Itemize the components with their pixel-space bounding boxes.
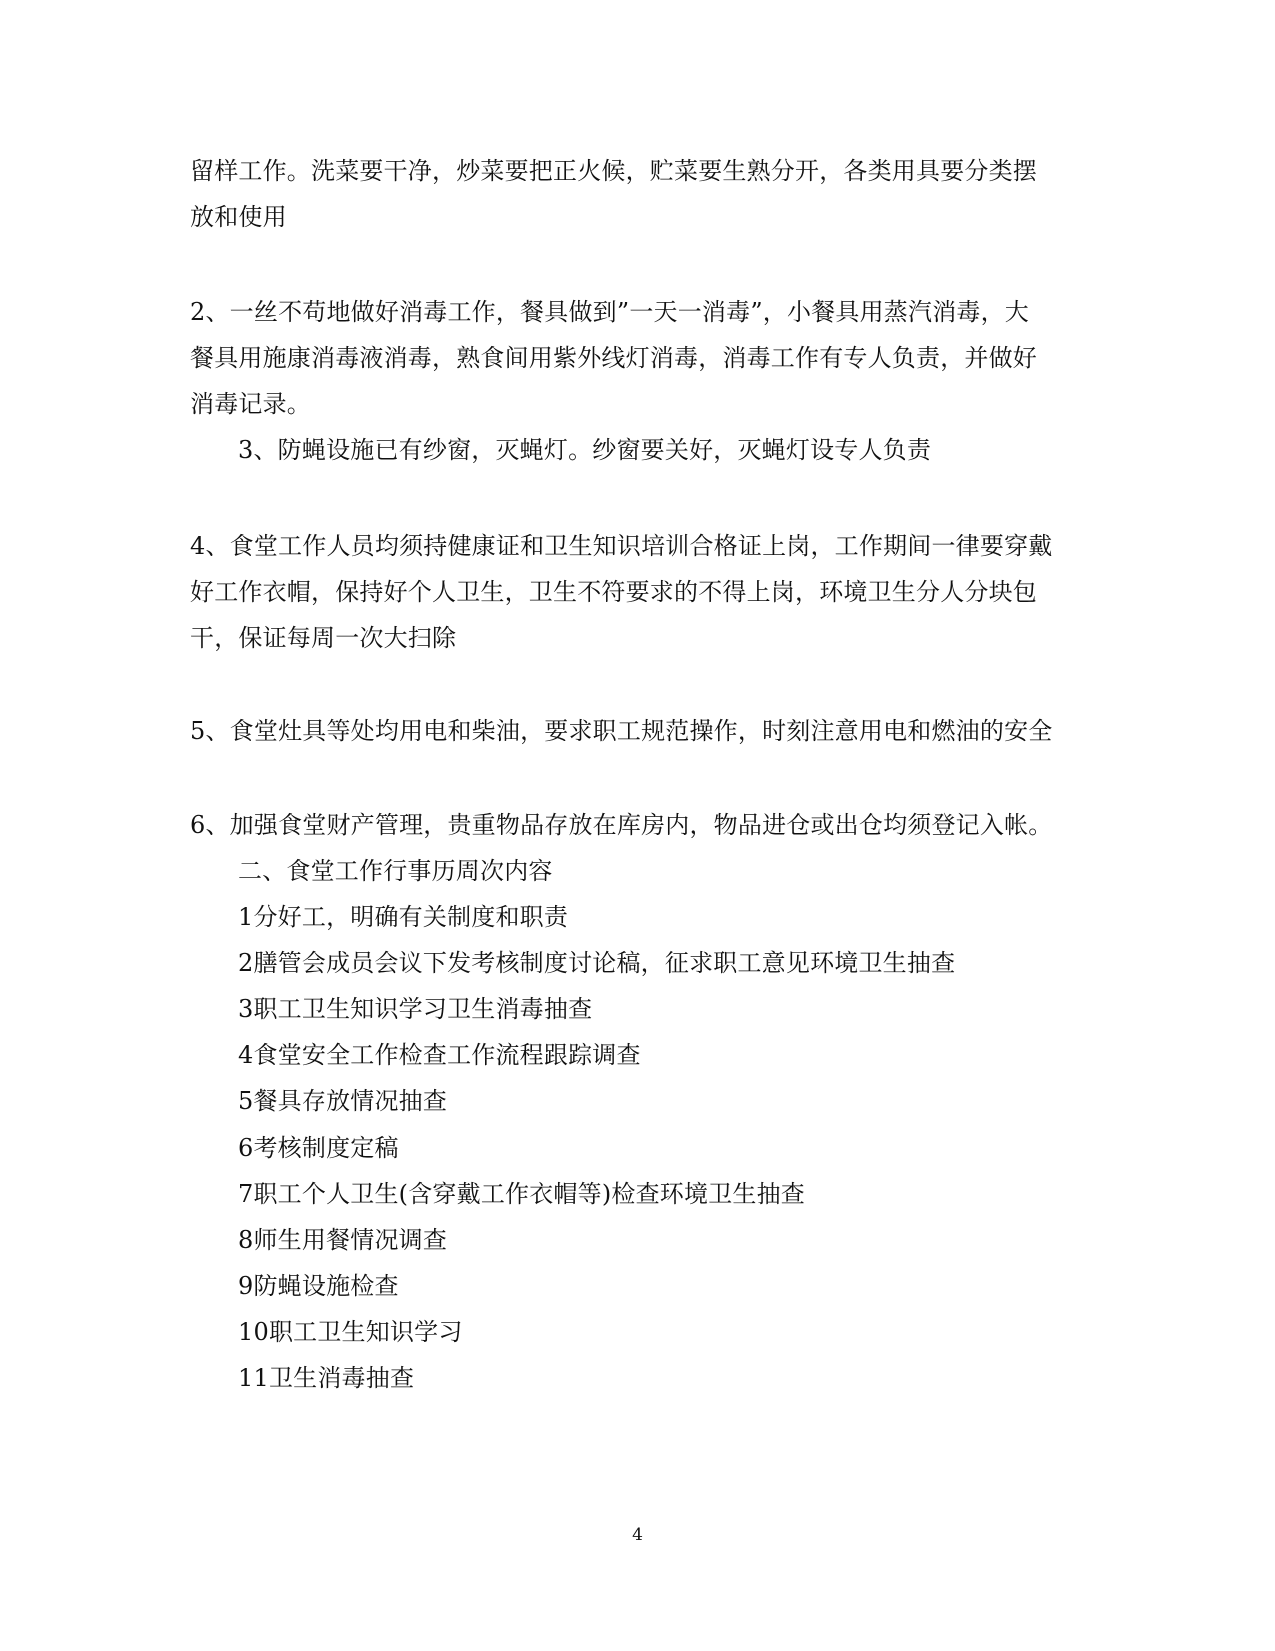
paragraph-line: 好工作衣帽，保持好个人卫生，卫生不符要求的不得上岗，环境卫生分人分块包 <box>190 578 1037 606</box>
list-item: 5餐具存放情况抽查 <box>238 1087 448 1115</box>
paragraph-line: 消毒记录。 <box>190 390 311 418</box>
paragraph-line: 4、食堂工作人员均须持健康证和卫生知识培训合格证上岗，工作期间一律要穿戴 <box>190 532 1053 560</box>
list-item: 11卫生消毒抽查 <box>238 1364 415 1392</box>
paragraph-line: 干，保证每周一次大扫除 <box>190 624 457 652</box>
list-item: 1分好工，明确有关制度和职责 <box>238 903 569 931</box>
list-item: 2膳管会成员会议下发考核制度讨论稿，征求职工意见环境卫生抽查 <box>238 949 956 977</box>
list-item: 6考核制度定稿 <box>238 1134 399 1162</box>
paragraph-line: 5、食堂灶具等处均用电和柴油，要求职工规范操作，时刻注意用电和燃油的安全 <box>190 717 1053 745</box>
paragraph-line: 2、一丝不苟地做好消毒工作，餐具做到”一天一消毒”，小餐具用蒸汽消毒，大 <box>190 298 1030 326</box>
list-item: 9防蝇设施检查 <box>238 1272 399 1300</box>
list-item: 8师生用餐情况调查 <box>238 1226 448 1254</box>
paragraph-line: 留样工作。洗菜要干净，炒菜要把正火候，贮菜要生熟分开，各类用具要分类摆 <box>190 157 1037 185</box>
list-item: 7职工个人卫生(含穿戴工作衣帽等)检查环境卫生抽查 <box>238 1180 805 1208</box>
paragraph-line: 3、防蝇设施已有纱窗，灭蝇灯。纱窗要关好，灭蝇灯设专人负责 <box>238 436 932 464</box>
paragraph-line: 餐具用施康消毒液消毒，熟食间用紫外线灯消毒，消毒工作有专人负责，并做好 <box>190 344 1037 372</box>
list-item: 4食堂安全工作检查工作流程跟踪调查 <box>238 1041 641 1069</box>
page-number: 4 <box>632 1525 643 1545</box>
list-item: 10职工卫生知识学习 <box>238 1318 463 1346</box>
list-item: 3职工卫生知识学习卫生消毒抽查 <box>238 995 593 1023</box>
paragraph-line: 6、加强食堂财产管理，贵重物品存放在库房内，物品进仓或出仓均须登记入帐。 <box>190 811 1053 839</box>
paragraph-line: 放和使用 <box>190 203 287 231</box>
section-heading: 二、食堂工作行事历周次内容 <box>238 857 553 885</box>
